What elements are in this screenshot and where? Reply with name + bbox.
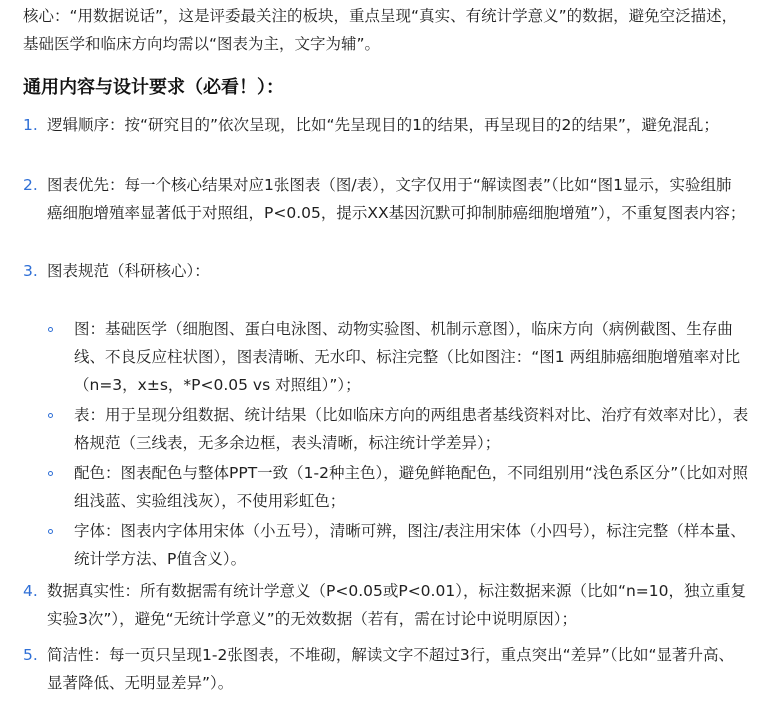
list-item-text: 逻辑顺序：按“研究目的”依次呈现，比如“先呈现目的1的结果，再呈现目的2的结果”，避免混乱； bbox=[47, 116, 719, 134]
list-item-text: 图表优先：每一个核心结果对应1张图表（图/表），文字仅用于“解读图表”（比如“图1显示，实验组肺癌细胞增殖率显著低于对照组，P<0.05，提示XX基因沉默可抑制肺癌细胞增殖”），不重复图表内容； bbox=[47, 176, 746, 222]
list-item-text: 简洁性：每一页只呈现1-2张图表，不堆砌，解读文字不超过3行，重点突出“差异”（比如“显著升高、显著降低、无明显差异”）。 bbox=[47, 646, 735, 692]
intro-paragraph: 核心：“用数据说话”，这是评委最关注的板块，重点呈现“真实、有统计学意义”的数据，避免空泛描述，基础医学和临床方向均需以“图表为主，文字为辅”。 bbox=[23, 7, 738, 53]
bullet-icon bbox=[48, 327, 53, 332]
sub-item-text: 字体：图表内字体用宋体（小五号），清晰可辨，图注/表注用宋体（小四号），标注完整（样本量、统计学方法、P值含义）。 bbox=[74, 522, 746, 568]
list-number: 2. bbox=[23, 176, 38, 194]
list-number: 5. bbox=[23, 646, 38, 664]
sub-item-text: 表：用于呈现分组数据、统计结果（比如临床方向的两组患者基线资料对比、治疗有效率对比），表格规范（三线表，无多余边框，表头清晰，标注统计学差异）； bbox=[74, 406, 749, 452]
list-number: 4. bbox=[23, 582, 38, 600]
sub-item-text: 配色：图表配色与整体PPT一致（1-2种主色），避免鲜艳配色，不同组别用“浅色系区分”（比如对照组浅蓝、实验组浅灰），不使用彩虹色； bbox=[74, 464, 749, 510]
sub-list-item bbox=[74, 315, 750, 399]
list-item bbox=[23, 111, 747, 139]
section-heading: 通用内容与设计要求（必看！）： bbox=[23, 77, 284, 98]
bullet-icon bbox=[48, 471, 53, 476]
list-item-text: 数据真实性：所有数据需有统计学意义（P<0.05或P<0.01），标注数据来源（比如“n=10，独立重复实验3次”），避免“无统计学意义”的无效数据（若有，需在讨论中说明原因）； bbox=[47, 582, 747, 628]
sub-list-item bbox=[74, 517, 750, 573]
sub-item-text: 图：基础医学（细胞图、蛋白电泳图、动物实验图、机制示意图），临床方向（病例截图、生存曲线、不良反应柱状图），图表清晰、无水印、标注完整（比如图注：“图1 两组肺癌细胞增殖率对比（n=3，x±s，*P<0.05 vs 对照组）”）； bbox=[74, 320, 741, 394]
sub-list-item bbox=[74, 459, 750, 515]
list-item bbox=[23, 641, 747, 697]
list-item bbox=[23, 577, 747, 633]
list-item-text: 图表规范（科研核心）： bbox=[47, 262, 210, 280]
bullet-icon bbox=[48, 413, 53, 418]
list-number: 1. bbox=[23, 116, 38, 134]
sub-list-item bbox=[74, 401, 750, 457]
list-item bbox=[23, 171, 747, 227]
list-number: 3. bbox=[23, 262, 38, 280]
bullet-icon bbox=[48, 529, 53, 534]
list-item bbox=[23, 257, 747, 285]
